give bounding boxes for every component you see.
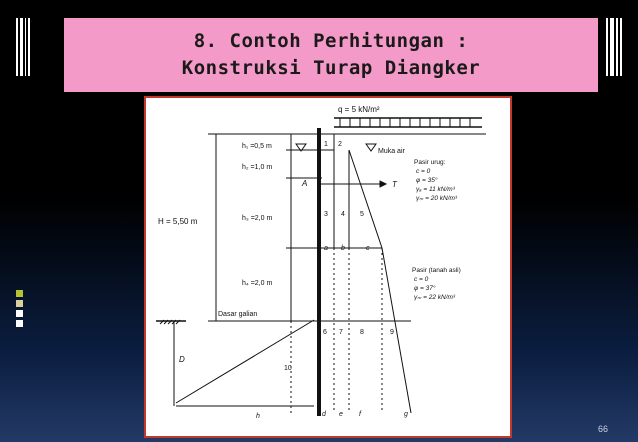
zone-7: 7	[339, 329, 343, 336]
svg-text:γₐ = 11 kN/m³: γₐ = 11 kN/m³	[416, 186, 455, 193]
sheet-pile-diagram	[144, 96, 512, 438]
page-number: 66	[598, 424, 609, 434]
point-d: d	[322, 411, 326, 418]
title-line-2: Konstruksi Turap Diangker	[181, 57, 481, 79]
point-g: g	[404, 411, 408, 418]
ground-hatch-icon	[156, 320, 186, 324]
fill-soil-props	[414, 159, 458, 202]
diagram-svg	[146, 98, 510, 436]
zone-9: 9	[390, 329, 394, 336]
H-label: H = 5,50 m	[158, 217, 198, 226]
zone-1: 1	[324, 141, 328, 148]
point-a: a	[324, 245, 328, 252]
h3-label: h₃ =2,0 m	[242, 215, 273, 222]
svg-text:c = 0: c = 0	[414, 276, 429, 283]
anchor-point-label: A	[302, 179, 308, 188]
zone-10: 10	[284, 365, 292, 372]
zone-8: 8	[360, 329, 364, 336]
load-label: q = 5 kN/m²	[338, 105, 380, 114]
native-soil-props	[412, 267, 461, 301]
svg-text:φ = 35°: φ = 35°	[416, 177, 438, 184]
zone-2: 2	[338, 141, 342, 148]
svg-text:γₘ = 20 kN/m³: γₘ = 20 kN/m³	[416, 195, 458, 202]
svg-text:φ = 37°: φ = 37°	[414, 285, 436, 292]
D-label: D	[179, 355, 185, 364]
title-line-1: 8. Contoh Perhitungan :	[193, 30, 469, 52]
svg-text:Pasir (tanah asli): Pasir (tanah asli)	[412, 267, 461, 274]
point-c: c	[366, 245, 370, 252]
h-label: h	[256, 413, 260, 420]
zone-4: 4	[341, 211, 345, 218]
point-e: e	[339, 411, 343, 418]
load-arrows	[340, 118, 470, 127]
excavation-label: Dasar galian	[218, 311, 258, 318]
point-b: b	[341, 245, 345, 252]
point-f: f	[359, 411, 361, 418]
svg-text:c = 0: c = 0	[416, 168, 431, 175]
zone-3: 3	[324, 211, 328, 218]
zone-5: 5	[360, 211, 364, 218]
h2-label: h₂ =1,0 m	[242, 164, 273, 171]
decorative-bars-right	[606, 18, 622, 76]
svg-text:γₘ = 22 kN/m³: γₘ = 22 kN/m³	[414, 294, 456, 301]
water-table-label: Muka air	[378, 148, 405, 155]
h4-label: h₄ =2,0 m	[242, 280, 273, 287]
anchor-force-label: T	[392, 180, 397, 189]
svg-text:Pasir urug:: Pasir urug:	[414, 159, 446, 166]
zone-6: 6	[323, 329, 327, 336]
decorative-bars-left	[16, 18, 30, 76]
h1-label: h₁ =0,5 m	[242, 143, 272, 150]
decorative-squares-left	[16, 290, 26, 340]
title-banner	[64, 18, 598, 92]
